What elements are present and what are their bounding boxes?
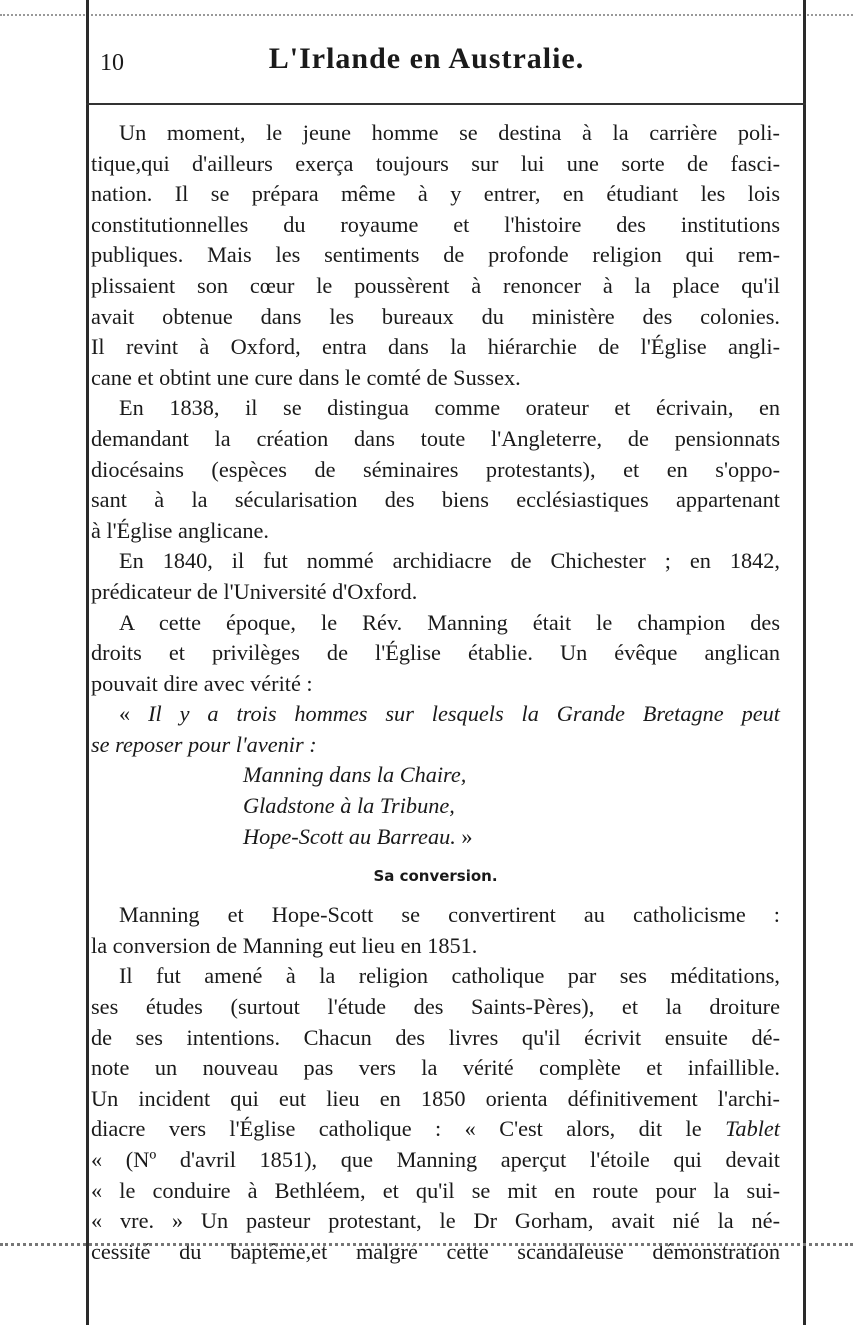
text-line: [91, 302, 780, 333]
text-line: [91, 1114, 780, 1145]
text-line: [91, 669, 780, 700]
text: tique,qui d'ailleurs exerça toujours sur lui une sorte de fasci-: [91, 150, 780, 176]
scan-bottom-edge: [0, 1243, 853, 1248]
text-line: [91, 1176, 780, 1207]
text: Manning et Hope-Scott se convertirent au catholicisme :: [119, 902, 780, 928]
section-heading: [91, 852, 780, 900]
text: En 1838, il se distingua comme orateur et écrivain, en: [119, 395, 780, 421]
text-line: [91, 149, 780, 180]
text: En 1840, il fut nommé archidiacre de Chichester ; en 1842,: [119, 548, 780, 574]
text-line: [91, 760, 780, 791]
text: Sa conversion.: [373, 867, 498, 886]
text-line: [91, 1237, 780, 1268]
text-line: [91, 363, 780, 394]
text-line: [91, 240, 780, 271]
text: cane et obtint une cure dans le comté de Sussex.: [91, 364, 521, 390]
text: note un nouveau pas vers la vérité complète et infaillible.: [91, 1055, 780, 1081]
text: « (Nº d'avril 1851), que Manning aperçut l'étoile qui devait: [91, 1147, 780, 1172]
header-rule: [86, 103, 806, 105]
text: Il revint à Oxford, entra dans la hiérarchie de l'Église angli-: [91, 334, 780, 360]
text-line: [91, 516, 780, 547]
text-line: [91, 455, 780, 486]
text: sant à la sécularisation des biens ecclésiastiques appartenant: [91, 487, 780, 513]
text-line: [91, 577, 780, 608]
text-line: [91, 1145, 780, 1176]
italic-text: Hope-Scott au Barreau.: [243, 823, 456, 849]
text-line: [91, 1053, 780, 1084]
text-line: [91, 992, 780, 1023]
text: « vre. » Un pasteur protestant, le Dr Gorham, avait nié la né-: [91, 1208, 780, 1234]
page-number: 10: [100, 50, 124, 76]
text: diacre vers l'Église catholique : « C'est alors, dit le: [91, 1116, 726, 1142]
text-line: [91, 393, 780, 424]
text: à l'Église anglicane.: [91, 517, 269, 543]
text-line: [91, 271, 780, 302]
text-line: [91, 638, 780, 669]
text-line: [91, 608, 780, 639]
text: Un moment, le jeune homme se destina à la carrière poli-: [119, 120, 780, 145]
text-line: [91, 730, 780, 761]
text-line: [91, 900, 780, 931]
text-line: [91, 424, 780, 455]
text-line: [91, 332, 780, 363]
text: de ses intentions. Chacun des livres qu'il écrivit ensuite dé-: [91, 1024, 780, 1050]
text: publiques. Mais les sentiments de profonde religion qui rem-: [91, 242, 780, 268]
text: «: [119, 701, 149, 727]
page-right-border: [803, 0, 806, 1325]
italic-text: se reposer pour l'avenir :: [91, 731, 317, 757]
text-line: [91, 179, 780, 210]
text-line: [91, 931, 780, 962]
text-line: [91, 546, 780, 577]
text: constitutionnelles du royaume et l'histoire des institutions: [91, 211, 780, 237]
text: prédicateur de l'Université d'Oxford.: [91, 578, 418, 604]
text-line: [91, 210, 780, 241]
text: pouvait dire avec vérité :: [91, 670, 313, 696]
text: diocésains (espèces de séminaires protestants), et en s'oppo-: [91, 456, 780, 482]
text-line: [91, 791, 780, 822]
text-line: [91, 822, 780, 853]
text-line: [91, 1023, 780, 1054]
text: A cette époque, le Rév. Manning était le champion des: [119, 609, 780, 635]
page-left-border: [86, 0, 89, 1325]
italic-text: Gladstone à la Tribune,: [243, 793, 455, 819]
text-line: [91, 961, 780, 992]
text-line: [91, 1084, 780, 1115]
scan-top-edge: [0, 14, 853, 17]
italic-text: Il y a trois hommes sur lesquels la Grande Bretagne peut: [148, 701, 780, 727]
text: ses études (surtout l'étude des Saints-Pères), et la droiture: [91, 994, 780, 1020]
text: »: [455, 823, 473, 849]
text: la conversion de Manning eut lieu en 1851.: [91, 932, 478, 958]
page-body: [91, 118, 780, 1267]
text: Un incident qui eut lieu en 1850 orienta définitivement l'archi-: [91, 1085, 780, 1111]
text: plissaient son cœur le poussèrent à renoncer à la place qu'il: [91, 272, 780, 298]
text: cessité du baptême,et malgré cette scandaleuse démonstration: [91, 1238, 780, 1264]
italic-text: Tablet: [725, 1116, 780, 1142]
text: droits et privilèges de l'Église établie. Un évêque anglican: [91, 640, 780, 666]
text: Il fut amené à la religion catholique par ses méditations,: [119, 963, 780, 989]
text: nation. Il se prépara même à y entrer, en étudiant les lois: [91, 181, 780, 207]
text: avait obtenue dans les bureaux du ministère des colonies.: [91, 303, 780, 329]
text-line: [91, 485, 780, 516]
text: « le conduire à Bethléem, et qu'il se mit en route pour la sui-: [91, 1177, 780, 1203]
running-title: L'Irlande en Australie.: [268, 42, 585, 75]
text: demandant la création dans toute l'Angleterre, de pensionnats: [91, 425, 780, 451]
text-line: [91, 1206, 780, 1237]
text-line: [91, 118, 780, 149]
italic-text: Manning dans la Chaire,: [243, 762, 467, 788]
text-line: [91, 699, 780, 730]
